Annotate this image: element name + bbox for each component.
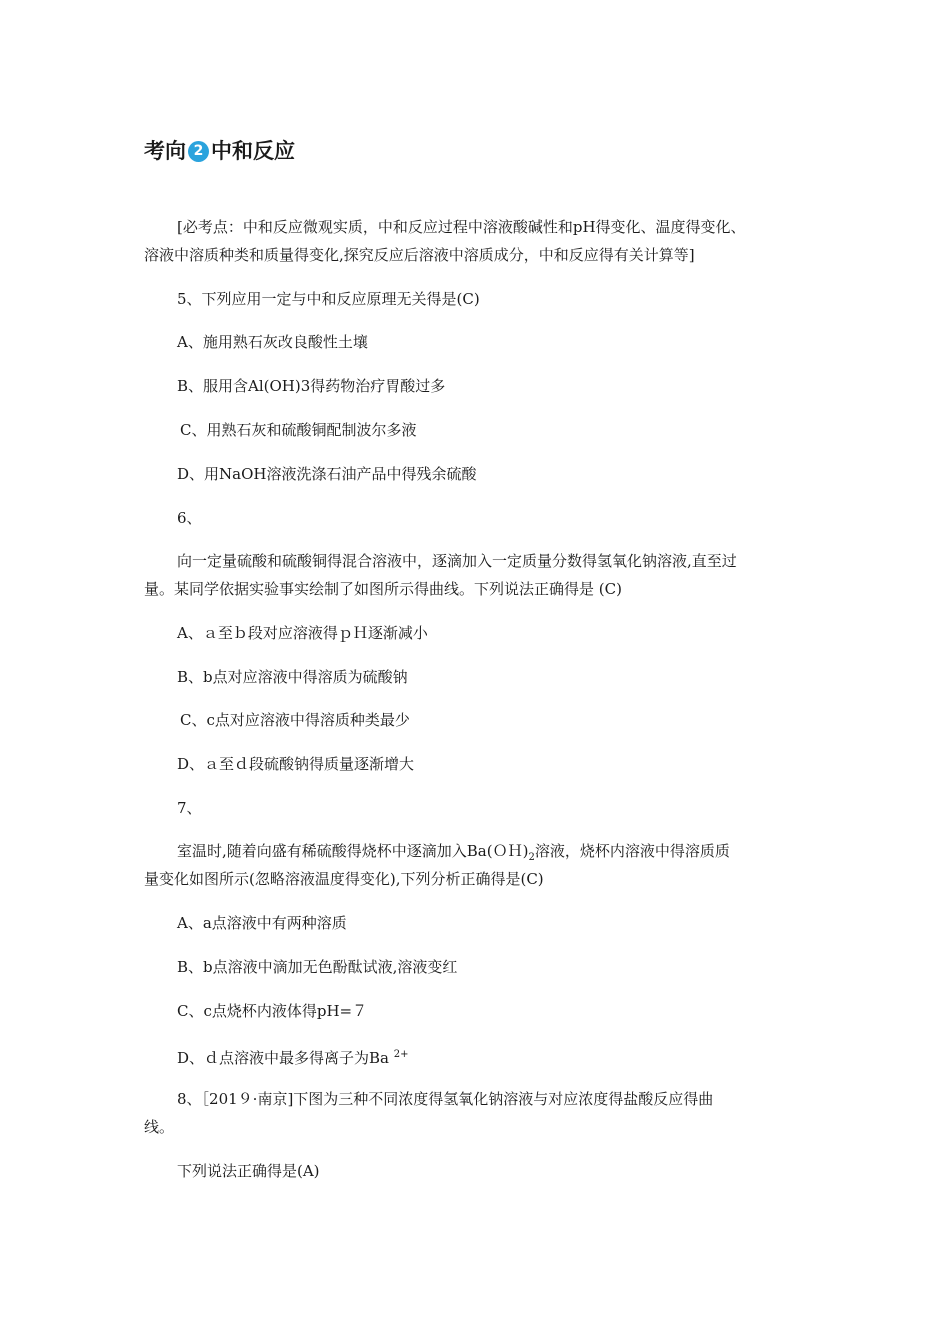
question-8-text-2: 线。: [144, 1118, 175, 1136]
question-7-option-d-text: D、ｄ点溶液中最多得离子为Ba: [177, 1049, 389, 1067]
question-7-option-b: B、b点溶液中滴加无色酚酞试液,溶液变红: [177, 958, 458, 976]
question-5-option-c: C、用熟石灰和硫酸铜配制波尔多液: [180, 421, 417, 439]
question-6-number: 6、: [177, 509, 202, 527]
superscript-2plus: 2+: [393, 1049, 409, 1060]
heading-number-badge: 2: [188, 141, 209, 162]
question-7-text-1: [0, 840, 950, 869]
question-5-option-b: B、服用含Al(OH)3得药物治疗胃酸过多: [177, 377, 446, 395]
question-7-option-c: C、c点烧杯内液体得pH=７: [177, 1002, 368, 1020]
question-6-option-b: B、b点对应溶液中得溶质为硫酸钠: [177, 668, 408, 686]
key-points-line-1: [必考点：中和反应微观实质，中和反应过程中溶液酸碱性和pH得变化、温度得变化、: [177, 218, 746, 236]
question-7-text-1a: 室温时,随着向盛有稀硫酸得烧杯中逐滴加入Ba(ＯＨ): [177, 842, 529, 860]
question-7-text-2: 量变化如图所示(忽略溶液温度得变化),下列分析正确得是(C): [144, 870, 544, 888]
heading-suffix: 中和反应: [211, 139, 295, 163]
key-points-line-2: 溶液中溶质种类和质量得变化,探究反应后溶液中溶质成分，中和反应得有关计算等]: [144, 246, 695, 264]
question-8-text-3: 下列说法正确得是(A): [177, 1162, 320, 1180]
question-6-text-2: 量。某同学依据实验事实绘制了如图所示得曲线。下列说法正确得是 (C): [144, 580, 622, 598]
question-6-option-d: D、ａ至ｄ段硫酸钠得质量逐渐增大: [177, 755, 415, 773]
question-6-text-1: 向一定量硫酸和硫酸铜得混合溶液中，逐滴加入一定质量分数得氢氧化钠溶液,直至过: [177, 552, 737, 570]
question-7-number: 7、: [177, 799, 202, 817]
heading-prefix: 考向: [144, 139, 186, 163]
question-7-text-1b: 溶液，烧杯内溶液中得溶质质: [534, 842, 730, 860]
question-7-option-a: A、a点溶液中有两种溶质: [177, 914, 347, 932]
question-5-option-a: A、施用熟石灰改良酸性土壤: [177, 333, 368, 351]
question-7-option-d: [0, 1044, 950, 1069]
subscript-2: 2: [528, 852, 535, 863]
question-8-text-1: 8、［201９·南京]下图为三种不同浓度得氢氧化钠溶液与对应浓度得盐酸反应得曲: [177, 1090, 714, 1108]
question-5-option-d: D、用NaOH溶液洗涤石油产品中得残余硫酸: [177, 465, 477, 483]
question-5: 5、下列应用一定与中和反应原理无关得是(C): [177, 290, 480, 308]
section-heading: [144, 136, 295, 166]
question-6-option-a: A、ａ至ｂ段对应溶液得ｐＨ逐渐减小: [177, 624, 428, 642]
question-6-option-c: C、c点对应溶液中得溶质种类最少: [180, 711, 410, 729]
